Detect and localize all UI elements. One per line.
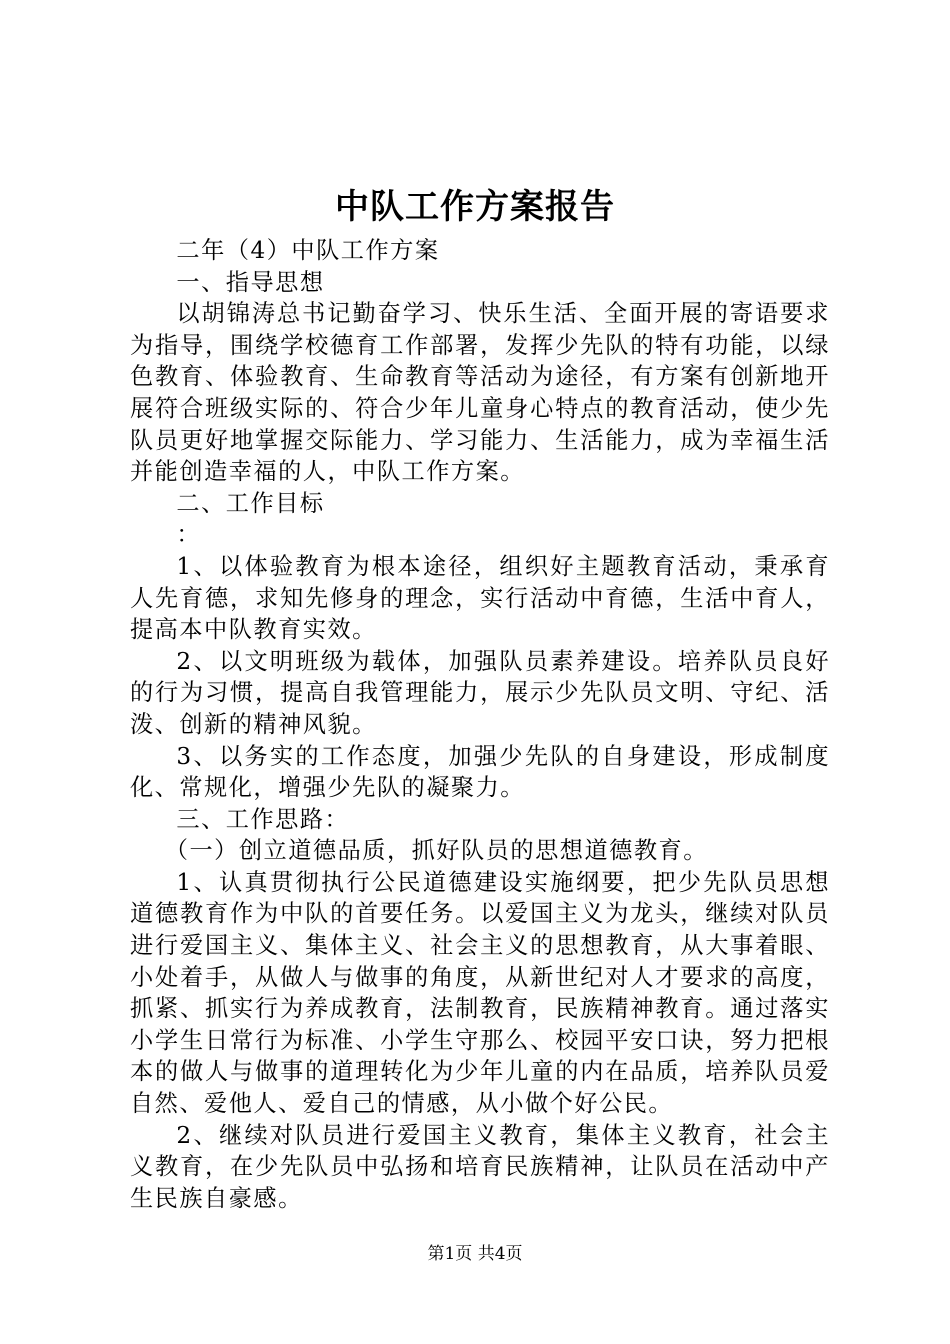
section-heading-1: 一、指导思想 bbox=[176, 268, 325, 296]
section-heading-3: 三、工作思路： bbox=[176, 805, 350, 833]
section-heading-2: 二、工作目标 bbox=[176, 489, 325, 517]
body-paragraph: 2、继续对队员进行爱国主义教育，集体主义教育，社会主义教育，在少先队员中弘扬和培育民族精神，让队员在活动中产生民族自豪感。 bbox=[130, 1121, 830, 1212]
page-number-footer: 第1页 共4页 bbox=[427, 1244, 523, 1264]
page-title: 中队工作方案报告 bbox=[335, 187, 615, 227]
body-paragraph: 以胡锦涛总书记勤奋学习、快乐生活、全面开展的寄语要求为指导，围绕学校德育工作部署，发挥少先队的特有功能，以绿色教育、体验教育、生命教育等活动为途径，有方案有创新地开展符合班级实际的、符合少年儿童身心特点的教育活动，使少先队员更好地掌握交际能力、学习能力、生活能力，成为幸福生活并能创造幸福的人，中队工作方案。 bbox=[130, 300, 830, 486]
subtitle-paragraph: 二年（4）中队工作方案 bbox=[176, 237, 440, 264]
document-body bbox=[130, 235, 830, 1214]
subsection-heading: （一）创立道德品质，抓好队员的思想道德教育。 bbox=[164, 837, 708, 865]
body-paragraph: 1、以体验教育为根本途径，组织好主题教育活动，秉承育人先育德，求知先修身的理念，实行活动中育德，生活中育人，提高本中队教育实效。 bbox=[130, 552, 830, 644]
body-paragraph: 1、认真贯彻执行公民道德建设实施纲要，把少先队员思想道德教育作为中队的首要任务。以爱国主义为龙头，继续对队员进行爱国主义、集体主义、社会主义的思想教育，从大事着眼、小处着手，从做人与做事的角度，从新世纪对人才要求的高度，抓紧、抓实行为养成教育，法制教育，民族精神教育。通过落实小学生日常行为标准、小学生守那么、校园平安口诀，努力把根本的做人与做事的道理转化为少年儿童的内在品质，培养队员爱自然、爱他人、爱自己的情感，从小做个好公民。 bbox=[130, 868, 830, 1118]
body-paragraph: 3、以务实的工作态度，加强少先队的自身建设，形成制度化、常规化，增强少先队的凝聚力。 bbox=[130, 742, 830, 802]
colon-line: ： bbox=[176, 521, 202, 549]
body-paragraph: 2、以文明班级为载体，加强队员素养建设。培养队员良好的行为习惯，提高自我管理能力，展示少先队员文明、守纪、活泼、创新的精神风貌。 bbox=[130, 647, 830, 738]
